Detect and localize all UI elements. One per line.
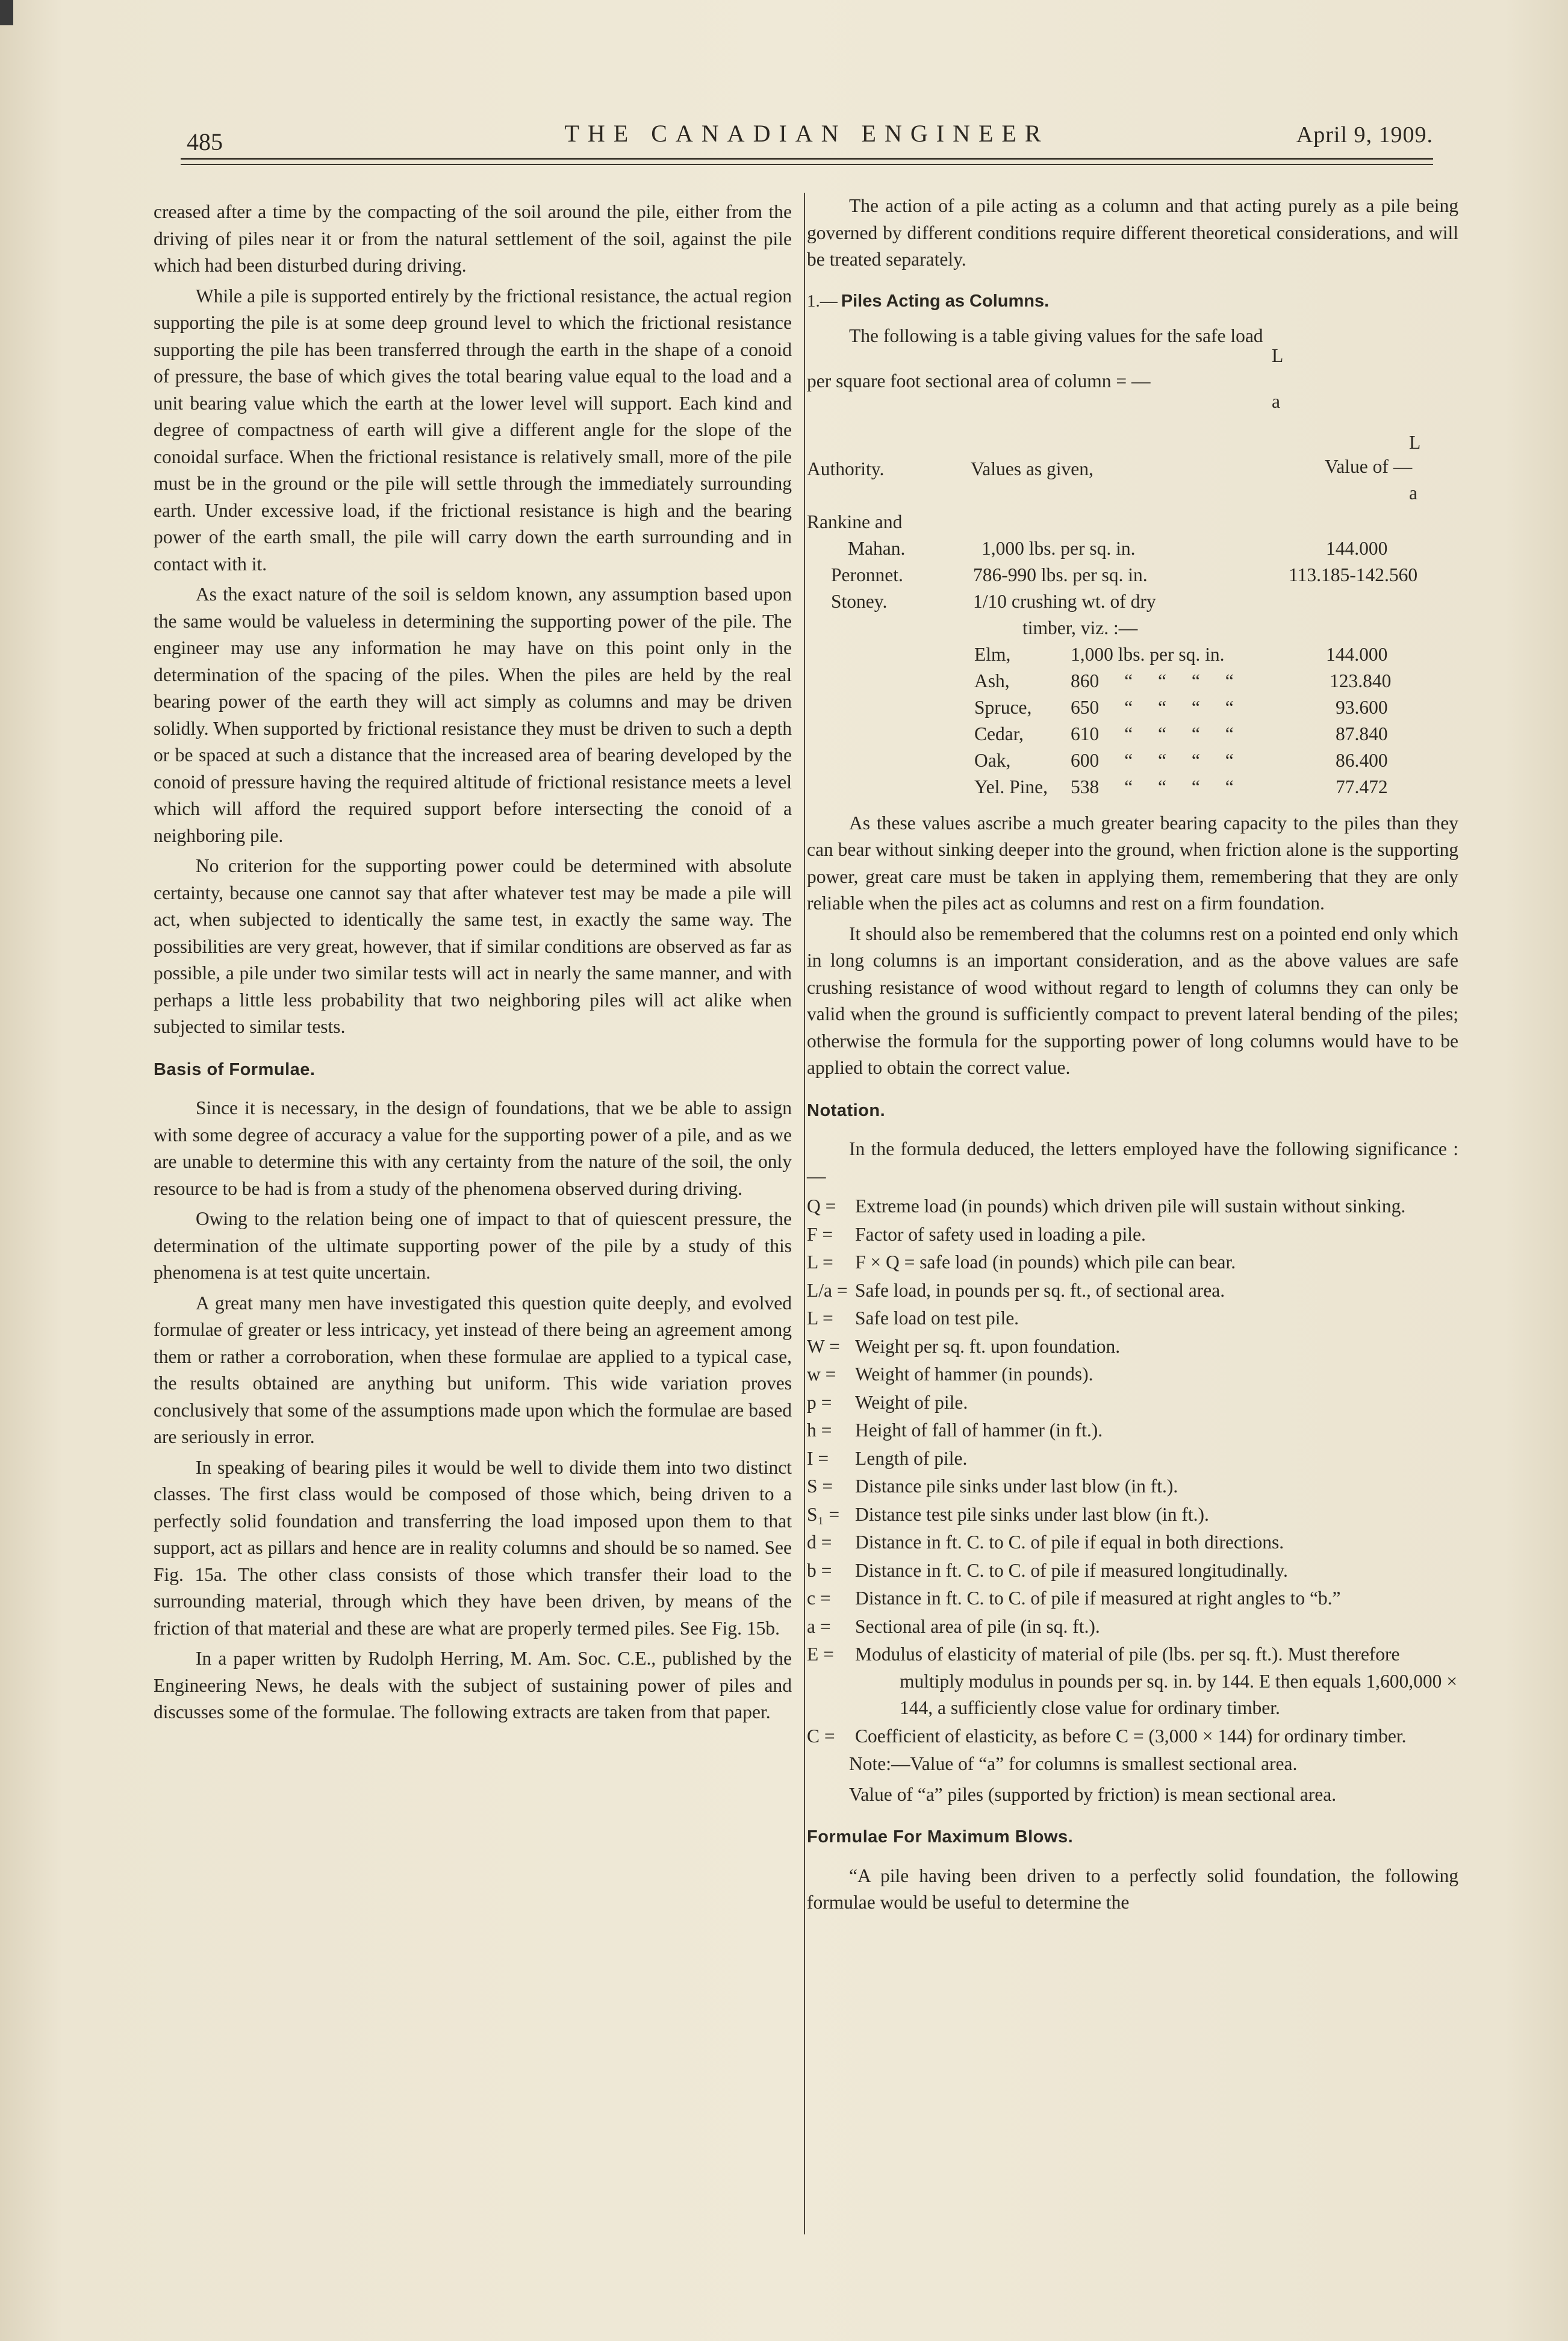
fraction-denominator-line (807, 390, 1458, 413)
table-row (807, 509, 1458, 535)
notation-item (807, 1277, 1458, 1305)
paragraph: Since it is necessary, in the design of foundations, that we be able to assign with some degree of accuracy a value for the supporting power of a pile, and as we are unable to determine this with any certainty from the nature of the soil, the only resource to be had is from a study of the phenomena observed during driving. (154, 1097, 792, 1199)
wood-name: Ash, (974, 670, 1010, 691)
table-body (807, 509, 1458, 800)
notation-text: Height of fall of hammer (in ft.). (855, 1420, 1103, 1441)
wood-row (807, 747, 1458, 774)
notation-symbol: c = (807, 1588, 831, 1609)
notation-text: F × Q = safe load (in pounds) which pile can bear. (855, 1252, 1236, 1273)
cell-authority: Stoney. (831, 590, 888, 612)
notation-text: Distance in ft. C. to C. of pile if measured at right angles to “b.” (855, 1588, 1341, 1609)
notation-symbol: a = (807, 1615, 831, 1637)
notation-symbol: E = (807, 1644, 834, 1665)
paragraph: While a pile is supported entirely by the frictional resistance, the actual region supporting the pile is at some deep ground level to which the frictional resistance supporting the pile has been transferred through the earth in the shape of a conoid of pressure, the base of which gives the total bearing value equal to the load and a unit bearing value which the earth at the lower level will support. Each kind and degree of compactness of earth will give a different angle for the slope of the conoidal surface. When the frictional resistance is relatively small, more of the pile must be in the ground or the pile will settle through the immediately surrounding earth. Under excessive load, if the frictional resistance is high and the bearing power of the earth small, the pile will carry down the earth surrounding and in contact with it. (154, 285, 792, 575)
note: Value of “a” piles (supported by friction) is mean sectional area. (849, 1783, 1337, 1805)
cell-given: 1,000 lbs. per sq. in. (982, 537, 1136, 559)
notation-item (807, 1193, 1458, 1220)
paragraph: “A pile having been driven to a perfectly solid foundation, the following formulae would be useful to determine the (807, 1865, 1458, 1913)
fraction-denominator: a (1272, 390, 1280, 412)
wood-value: 93.600 (1336, 696, 1388, 718)
paragraph: It should also be remembered that the columns rest on a pointed end only which in long columns is an important consideration, and as the above values are safe crushing resistance of wood without regard to length of columns they can only be valid when the ground is sufficiently compact to prevent lateral bending of the piles; otherwise the formula for the supporting power of long columns would have to be applied to obtain the correct value. (807, 923, 1458, 1078)
wood-value: 86.400 (1336, 749, 1388, 771)
col-value-of-denominator: a (1409, 482, 1417, 503)
wood-name: Yel. Pine, (974, 776, 1048, 797)
cell-given: timber, viz. :— (1022, 617, 1138, 638)
paragraph: Owing to the relation being one of impact to that of quiescent pressure, the determination of the ultimate supporting power of the pile by a study of this phenomena is at test quite uncertain. (154, 1208, 792, 1283)
left-column (154, 199, 792, 1730)
notation-item (807, 1613, 1458, 1641)
notation-symbol: W = (807, 1335, 840, 1357)
section-heading-piles-as-columns (807, 288, 1458, 315)
table-row (807, 535, 1458, 562)
notation-item (807, 1723, 1458, 1750)
notation-symbol: h = (807, 1420, 832, 1441)
heading-notation: Notation. (807, 1100, 886, 1120)
notation-text: Factor of safety used in loading a pile. (855, 1223, 1146, 1245)
cell-value: 113.185-142.560 (1289, 564, 1418, 585)
notation-item (807, 1585, 1458, 1612)
notation-list (807, 1193, 1458, 1750)
notation-symbol: Q = (807, 1195, 836, 1217)
wood-value: 144.000 (1326, 643, 1388, 665)
notation-symbol: p = (807, 1391, 832, 1413)
col-values-given: Values as given, (971, 458, 1094, 479)
table-intro-text: per square foot sectional area of column = — (807, 370, 1151, 391)
notation-text: Safe load on test pile. (855, 1308, 1019, 1329)
notation-item (807, 1473, 1458, 1500)
cell-authority: Rankine and (807, 511, 903, 532)
notation-text: Extreme load (in pounds) which driven pile will sustain without sinking. (855, 1195, 1406, 1217)
wood-row (807, 668, 1458, 694)
scan-corner-mark (0, 0, 13, 25)
cell-authority: Peronnet. (831, 564, 903, 585)
wood-row (807, 774, 1458, 800)
notation-symbol: F = (807, 1223, 833, 1245)
paragraph: The action of a pile acting as a column and that acting purely as a pile being governed by different conditions require different theoretical considerations, and will be treated separately. (807, 195, 1458, 270)
wood-name: Elm, (974, 643, 1011, 665)
notation-item (807, 1249, 1458, 1276)
right-column (807, 193, 1458, 1920)
notation-symbol: w = (807, 1364, 836, 1385)
notation-text: Weight of pile. (855, 1391, 968, 1413)
note: Note:—Value of “a” for columns is smallest sectional area. (849, 1753, 1298, 1774)
col-value-of: Value of — (1325, 455, 1413, 477)
paragraph: As the exact nature of the soil is seldom known, any assumption based upon the same would be valueless in determining the supporting power of the pile. The engineer may use any information he may have on this point only in the determination of the spacing of the piles. When the piles are held by the real bearing power of the earth they will act simply as columns and may be driven solidly. When supported by frictional resistance they must be driven to such a depth or be spaced at such a distance that the increased area of bearing developed by the conoid of pressure having the required altitude of frictional resistance meets a level which will afford the required support before intersecting the conoid of a neighboring pile. (154, 584, 792, 846)
section-title: Piles Acting as Columns. (841, 291, 1050, 311)
col-authority: Authority. (807, 458, 885, 479)
notation-symbol: S = (807, 1476, 833, 1497)
notation-symbol: I = (807, 1447, 829, 1469)
paragraph: In speaking of bearing piles it would be well to divide them into two distinct classes. The first class would be composed of those which, being driven to a perfectly solid foundation and transferring the load imposed upon them to that support, act as pillars and hence are in reality columns and should be so named. See Fig. 15a. The other class consists of those which transfer their load to the surrounding material, through which they have been driven, by means of the friction of that material and these are what are properly termed piles. See Fig. 15b. (154, 1456, 792, 1639)
page-header (181, 108, 1433, 155)
table-row (807, 562, 1458, 588)
cell-given: 786-990 lbs. per sq. in. (973, 564, 1148, 585)
notation-text: Distance in ft. C. to C. of pile if measured longitudinally. (855, 1559, 1288, 1581)
fraction-numerator-line (807, 344, 1458, 368)
wood-row (807, 721, 1458, 747)
table-header (807, 425, 1458, 509)
notation-text: Sectional area of pile (in sq. ft.). (855, 1615, 1100, 1637)
notation-item (807, 1361, 1458, 1388)
notation-item (807, 1501, 1458, 1529)
heading-formulae-for-maximum-blows: Formulae For Maximum Blows. (807, 1827, 1074, 1847)
page-number: 485 (187, 128, 223, 155)
paragraph: In the formula deduced, the letters employed have the following significance :— (807, 1138, 1458, 1186)
notation-item (807, 1305, 1458, 1332)
notation-text: Distance in ft. C. to C. of pile if equal in both directions. (855, 1532, 1284, 1553)
notation-item (807, 1529, 1458, 1556)
paragraph: As these values ascribe a much greater bearing capacity to the piles than they can bear without sinking deeper into the ground, when friction alone is the supporting power, great care must be taken in applying them, remembering that they are only reliable when the piles act as columns and rest on a firm foundation. (807, 812, 1458, 914)
wood-name: Spruce, (974, 696, 1032, 718)
wood-value: 123.840 (1330, 670, 1392, 691)
wood-name: Oak, (974, 749, 1011, 771)
notation-symbol: d = (807, 1532, 832, 1553)
paragraph: A great many men have investigated this question quite deeply, and evolved formulae of greater or less intricacy, yet instead of there being an agreement among them or rather a corroboration, when these formulae are applied to a typical case, the results obtained are anything but uniform. This wide variation proves conclusively that some of the assumptions made upon which the formulae are based are seriously in error. (154, 1292, 792, 1447)
wood-strength: 610 “ “ “ “ (1071, 723, 1234, 744)
notation-symbol: b = (807, 1559, 832, 1581)
wood-strength: 860 “ “ “ “ (1071, 670, 1234, 691)
notation-text: Safe load, in pounds per sq. ft., of sectional area. (855, 1279, 1225, 1301)
notation-text: Distance pile sinks under last blow (in ft.). (855, 1476, 1178, 1497)
wood-row (807, 694, 1458, 721)
notation-symbol: L = (807, 1252, 833, 1273)
notation-item (807, 1641, 1458, 1722)
notation-text: Coefficient of elasticity, as before C = (3,000 × 144) for ordinary timber. (855, 1725, 1407, 1747)
wood-strength: 650 “ “ “ “ (1071, 696, 1234, 718)
header-rule (181, 158, 1433, 160)
notation-item (807, 1557, 1458, 1585)
cell-given: 1/10 crushing wt. of dry (973, 590, 1156, 612)
paragraph: In a paper written by Rudolph Herring, M. Am. Soc. C.E., published by the Engineering News, he deals with the subject of sustaining power of piles and discusses some of the formulae. The following extracts are taken from that paper. (154, 1648, 792, 1722)
section-number: 1.— (807, 291, 838, 311)
notation-symbol: L = (807, 1308, 833, 1329)
wood-row (807, 641, 1458, 668)
notation-item (807, 1417, 1458, 1444)
issue-date: April 9, 1909. (1296, 122, 1433, 148)
fraction-numerator: L (1272, 344, 1284, 366)
paragraph: creased after a time by the compacting of the soil around the pile, either from the driving of piles near it or from the natural settlement of the soil, against the pile which had been disturbed during driving. (154, 201, 792, 276)
cell-value: 144.000 (1326, 537, 1388, 559)
journal-title: THE CANADIAN ENGINEER (564, 120, 1050, 147)
wood-value: 87.840 (1336, 723, 1388, 744)
cell-authority: Mahan. (848, 537, 906, 559)
notation-text: Weight of hammer (in pounds). (855, 1364, 1094, 1385)
header-rule-secondary (181, 164, 1433, 165)
col-value-of-numerator: L (1409, 431, 1421, 453)
paragraph: No criterion for the supporting power could be determined with absolute certainty, because one cannot say that after whatever test may be made a pile will act, when subjected to identically the same test, in exactly the same way. The possibilities are very great, however, that if similar conditions are observed as far as possible, a pile under two similar tests will act in nearly the same manner, and with perhaps a little less probability that two neighboring piles will act alike when subjected to similar tests. (154, 855, 792, 1037)
table-row (807, 588, 1458, 615)
notation-text: Length of pile. (855, 1447, 968, 1469)
notation-item (807, 1221, 1458, 1248)
notation-item (807, 1389, 1458, 1417)
notation-symbol: S₁ = (807, 1503, 840, 1525)
wood-strength: 1,000 lbs. per sq. in. (1071, 643, 1225, 665)
wood-name: Cedar, (974, 723, 1024, 744)
notation-item (807, 1445, 1458, 1473)
notation-text: Distance test pile sinks under last blow (in ft.). (855, 1503, 1209, 1525)
notation-symbol: C = (807, 1725, 835, 1747)
notation-text: Modulus of elasticity of material of pile (lbs. per sq. ft.). Must therefore multiply modulus in pounds per sq. in. by 144. E then equals 1,600,000 × 144, a sufficiently close value for ordinary timber. (855, 1644, 1457, 1718)
notation-item (807, 1333, 1458, 1361)
notation-text: Weight per sq. ft. upon foundation. (855, 1335, 1121, 1357)
table-row (807, 615, 1458, 641)
paragraph: The following is a table giving values for the safe load (849, 325, 1263, 346)
heading-basis-of-formulae: Basis of Formulae. (154, 1059, 316, 1079)
wood-strength: 600 “ “ “ “ (1071, 749, 1234, 771)
notation-symbol: L/a = (807, 1279, 848, 1301)
wood-value: 77.472 (1336, 776, 1388, 797)
table-intro-line (807, 368, 1458, 394)
wood-strength: 538 “ “ “ “ (1071, 776, 1234, 797)
column-divider (804, 193, 805, 2234)
